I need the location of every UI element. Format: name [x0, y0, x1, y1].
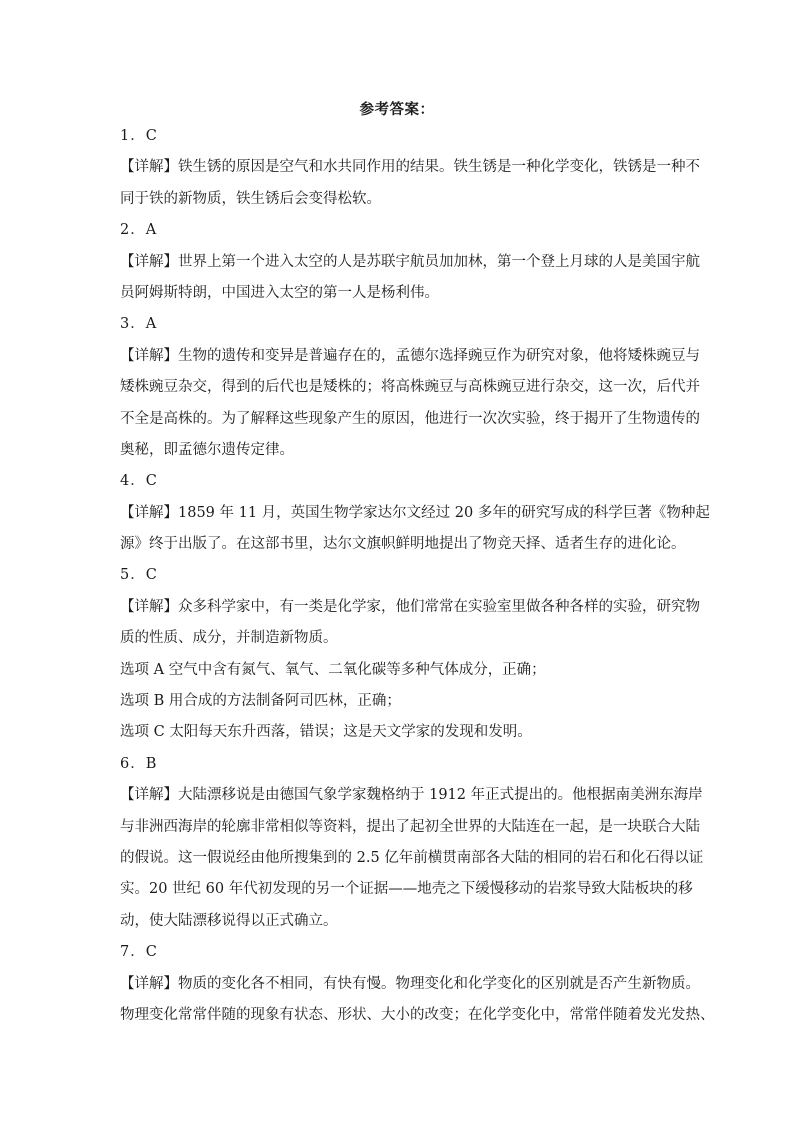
- explanation-text-continued: 物理变化常常伴随的现象有状态、形状、大小的改变；在化学变化中，常常伴随着发光发热、: [120, 1006, 715, 1023]
- explanation-text-continued: 选项 C 太阳每天东升西落，错误；这是天文学家的发现和发明。: [120, 724, 532, 741]
- explanation-text-continued: 实。20 世纪 60 年代初发现的另一个证据——地壳之下缓慢移动的岩浆导致大陆板块的移: [120, 881, 693, 898]
- explanation-text: 【详解】1859 年 11 月，英国生物学家达尔文经过 20 多年的研究写成的科学巨著《物种起: [120, 504, 710, 521]
- answer-number: 7．C: [120, 944, 158, 961]
- explanation-text-continued: 不全是高株的。为了解释这些现象产生的原因，他进行一次次实验，终于揭开了生物遗传的: [120, 410, 700, 427]
- answer-item: [120, 749, 704, 937]
- answer-number: 2．A: [120, 222, 158, 239]
- answer-list: [120, 121, 715, 1031]
- answer-item: [120, 121, 700, 215]
- explanation-text-continued: 源》终于出版了。在这部书里，达尔文旗帜鲜明地提出了物竞天择、适者生存的进化论。: [120, 536, 686, 553]
- answer-number: 5．C: [120, 567, 158, 584]
- explanation-text-continued: 与非洲西海岸的轮廓非常相似等资料，提出了起初全世界的大陆连在一起，是一块联合大陆: [120, 818, 700, 835]
- explanation-text-continued: 同于铁的新物质，铁生锈后会变得松软。: [120, 190, 381, 207]
- answer-item: [120, 937, 715, 1031]
- answer-number: 1．C: [120, 128, 158, 144]
- explanation-text-continued: 员阿姆斯特朗，中国进入太空的第一人是杨利伟。: [120, 284, 439, 301]
- answer-number: 4．C: [120, 473, 158, 490]
- answer-number: 3．A: [120, 316, 158, 333]
- explanation-text-continued: 矮株豌豆杂交，得到的后代也是矮株的；将高株豌豆与高株豌豆进行杂交，这一次，后代并: [120, 379, 700, 396]
- explanation-text: 【详解】大陆漂移说是由德国气象学家魏格纳于 1912 年正式提出的。他根据南美洲东海岸: [120, 787, 703, 804]
- explanation-text-continued: 动，使大陆漂移说得以正式确立。: [120, 912, 338, 929]
- page-title: 参考答案：: [359, 101, 435, 118]
- explanation-text-continued: 质的性质、成分，并制造新物质。: [120, 630, 338, 647]
- explanation-text: 【详解】生物的遗传和变异是普遍存在的，孟德尔选择豌豆作为研究对象，他将矮株豌豆与: [120, 347, 700, 364]
- explanation-text-continued: 选项 A 空气中含有氮气、氧气、二氧化碳等多种气体成分，正确；: [120, 661, 546, 678]
- answer-item: [120, 560, 700, 748]
- answer-item: [120, 309, 700, 466]
- answer-item: [120, 215, 700, 309]
- explanation-text: 【详解】众多科学家中，有一类是化学家，他们常常在实验室里做各种各样的实验，研究物: [120, 598, 700, 615]
- explanation-text: 【详解】世界上第一个进入太空的人是苏联宇航员加加林，第一个登上月球的人是美国宇航: [120, 253, 700, 270]
- explanation-text-continued: 的假说。这一假说经由他所搜集到的 2.5 亿年前横贯南部各大陆的相同的岩石和化石得以证: [120, 849, 704, 866]
- answer-number: 6．B: [120, 755, 158, 772]
- answer-item: [120, 466, 710, 560]
- explanation-text-continued: 奥秘，即孟德尔遗传定律。: [120, 441, 294, 458]
- explanation-text-continued: 选项 B 用合成的方法制备阿司匹林，正确；: [120, 693, 401, 710]
- explanation-text: 【详解】铁生锈的原因是空气和水共同作用的结果。铁生锈是一种化学变化，铁锈是一种不: [120, 159, 700, 176]
- explanation-text: 【详解】物质的变化各不相同，有快有慢。物理变化和化学变化的区别就是否产生新物质。: [120, 975, 700, 992]
